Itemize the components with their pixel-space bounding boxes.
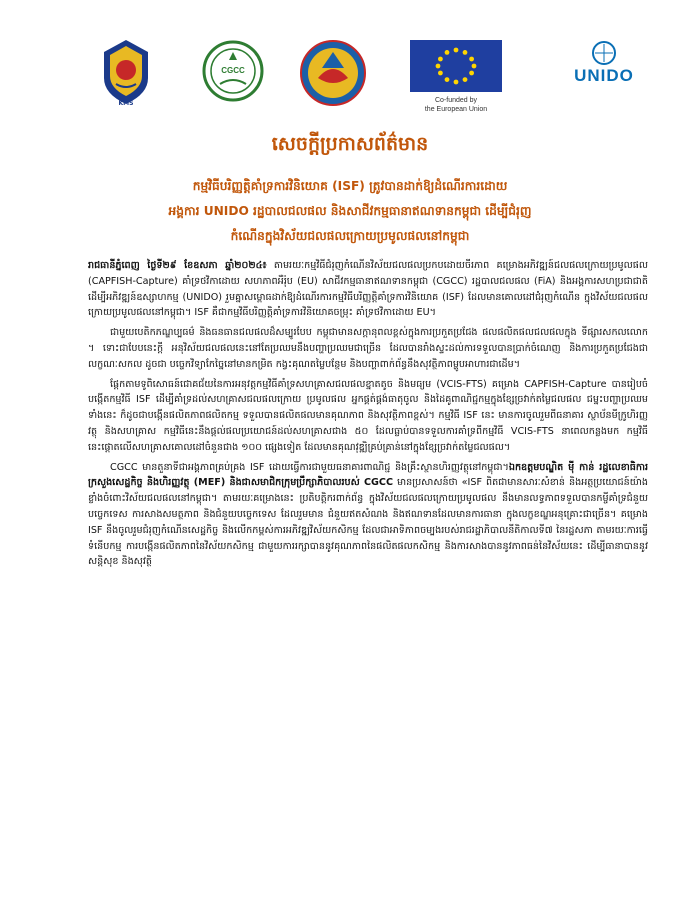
document-title: សេចក្តីប្រកាសព័ត៌មាន [271,133,429,155]
eu-flag-logo [406,40,506,116]
eu-caption-line2: the European Union [424,106,488,113]
eu-caption-line1: Co-funded by [434,97,478,104]
unido-label: UNIDO [574,66,634,85]
paragraph-3: ផ្តែកតាមទូពិសោធន៍ជោគជ័យនៃការអនុវត្តកម្មវិធីគាំទ្រសហគ្រាសជលផលខ្នាតតូច និងមធ្យម (VCIS-FTS) គម្រោង CAPFISH-Capture បានរៀបចំបង្កើតកម្មវិធី ISF ដើម្បីគាំទ្រដល់សហគ្រាសជលផលក្រោយ ប្រមូលផល អ្នកផ្គត់ផ្គង់ធាតុចូល និងដៃគូពាណិជ្ជកម្មក្នុងខ្សែច្រវាក់តម្លៃជលផល ជម្នះបញ្ហាប្រឈមទាំងនេះ ក៏ដូចជាបង្កើនផលិតភាពផលិតកម្ម ទទួលបានផលិតផលមានគុណភាព និងសុវត្ថិភាពខ្ពស់។ កម្មវិធី ISF នេះ មានការចូលរួមពីធនាគារ ស្ថាប័នមីក្រូហិរញ្ញវត្ថុ និងសហគ្រាស កម្មវិធីនេះនឹងផ្តល់ផលប្រយោជន៍ដល់សហគ្រាសជាង ៥០ ដែលធ្លាប់បានទទួលការគាំទ្រពីកម្មវិធី VCIS-FTS នាពេលកន្លងមក កម្មវិធីនេះផ្តោតលើសហគ្រាសគោលដៅចំនួនជាង ១០០ ផ្សេងទៀត ដែលមានគុណវុឌ្ឍិគ្រប់គ្រាន់នៅក្នុងខ្សែច្រវាក់តម្លៃជលផល។ [88,378,648,453]
paragraph-4-quote: មានប្រសាសន៍ថា «ISF ពិតជាមានសារៈសំខាន់ និងអត្ថប្រយោជន៍យ៉ាងខ្លាំងចំពោះវិស័យជលផលនៅកម្ពុជា។ តាមរយៈគម្រោងនេះ ប្រតិបត្តិករពាក់ព័ន្ធ ក្នុងវិស័យជលផលក្រោយប្រមូលផល នឹងមានលទ្ធភាពទទួលបានកម្ចីគាំទ្រជំនួយបច្ចេកទេស ការសាងសមត្ថភាព និងជំនួយបច្ចេកទេស ដែលរួមមាន ជំនួយឥតសំណង និងឥណទានដែលមានការធានា ក្នុងលក្ខខណ្ឌអនុគ្រោះជាច្រើន។ គម្រោង ISF នឹងចូលរួមជំរុញកំណើនសេដ្ឋកិច្ច និងលើកកម្ពស់ការអភិវឌ្ឍវិស័យកសិកម្ម ដែលជាអាទិភាពចម្បងរបស់រាជរដ្ឋាភិបាលនីតិកាលទី៧ នៃរដ្ឋសភា តាមរយៈការធ្វើទំនើបកម្ម ការបង្កើនផលិតភាពនៃវិស័យកសិកម្ម ជាមួយការរក្សាបាននូវគុណភាពនៃផលិតផលកសិកម្ម និងការសាងបាននូវភាពធន់នៃវិស័យនេះ ដើម្បីធានាបាននូវសន្តិសុខ និងសុវត្ថិ [88,477,648,568]
fisheries-administration-logo [298,38,368,108]
paragraph-4-text: CGCC មានតួនាទីជាអង្គភាពគ្រប់គ្រង ISF ដោយធ្វើការជាមួយធនាគារពាណិជ្ជ និងគ្រឹះស្ថានហិរញ្ញវត្ថុនៅកម្ពុជា។ [110,461,509,473]
dateline: រាជធានីភ្នំពេញ ថ្ងៃទី២៩ ខែឧសភា ឆ្នាំ២០២៤៖ [88,260,267,271]
kms-logo [96,38,156,110]
paragraph-4 [88,460,648,571]
kms-label: KMS [118,100,134,107]
eu-flag-icon [406,40,506,96]
paragraph-1 [88,258,648,321]
paragraph-2: ជាមួយបេតិកភណ្ឌប្បធម៌ និងធនធានជលផលដ៏សម្បូរបែប កម្ពុជាមានសក្តានុពលខ្ពស់ក្នុងការប្រកួតប្រជែង ផលផលិតផលជលផលក្នុង ទីផ្សារសកលលោក ។ ទោះជាបែបនេះក្តី អនុវិស័យជលផលនេះនៅតែប្រឈមនឹងបញ្ហាប្រឈមជាច្រើន ដែលបានរាំងស្ទះដល់ការទទួលបានប្រាក់ចំណេញ និងការប្រកួតប្រជែងជាលក្ខណៈសកល ដូចជា បច្ចេកវិទ្យាកែច្នៃនៅមានកម្រិត កង្វះគុណតម្លៃបន្ថែម និងបញ្ហាពាក់ព័ន្ធនឹងសុវត្ថិភាពម្ហូបអាហារជាដើម។ [88,327,648,370]
paragraph-1-text: តាមរយៈកម្មវិធីជំរុញកំណើនវិស័យជលផលប្រកបដោយចីរភាព គម្រោងអភិវឌ្ឍន៍ជលផលក្រោយប្រមូលផល (CAPFISH-Capture) គាំទ្រថវិកាដោយ សហភាពអឺរ៉ុប (EU) សាជីវកម្មធានាឥណទានកម្ពុជា (CGCC) រដ្ឋបាលជលផល (FiA) និងអង្គការសហប្រជាជាតិដើម្បីអភិវឌ្ឍន៍ឧស្សាហកម្ម (UNIDO) រួមគ្នាសម្ពោធដាក់ឱ្យដំណើរការកម្មវិធីបរិញ្ញត្តិគាំទ្រការវិនិយោគ (ISF) ដែលមានគោលដៅជំរុញកំណើន ក្នុងវិស័យជលផលក្រោយប្រមូលផលនៅកម្ពុជា។ ISF គឺជាកម្មវិធីបរិញ្ញត្តិគាំទ្រការវិនិយោគចម្រុះ គាំទ្រថវិកាដោយ EU។ [88,260,648,319]
un-wreath-icon [558,40,650,66]
cgcc-label: CGCC [221,66,245,75]
unido-logo [558,40,650,100]
document-subtitle [96,174,604,249]
subtitle-line-2: អង្គការ UNIDO រដ្ឋបាលជលផល និងសាជីវកម្មធានាឥណទានកម្ពុជា ដើម្បីជំរុញ [168,204,532,218]
eu-caption [406,96,506,114]
document-body [88,258,648,574]
speaker-name: ឯកឧត្តមបណ្ឌិត ម៉ី កាន់ រដ្ឋលេខាធិការក្រសួងសេដ្ឋកិច្ច និងហិរញ្ញវត្ថុ (MEF) និងជាសមាជិកក្រុមប្រឹក្សាភិបាលរបស់ CGCC [88,461,648,489]
partner-logos [88,30,648,116]
subtitle-line-3: កំណើនក្នុងវិស័យជលផលក្រោយប្រមូលផលនៅកម្ពុជា [230,229,470,243]
subtitle-line-1: កម្មវិធីបរិញ្ញត្តិគាំទ្រការវិនិយោគ (ISF) ត្រូវបានដាក់ឱ្យដំណើរការដោយ [192,179,508,193]
cgcc-logo [202,40,264,102]
